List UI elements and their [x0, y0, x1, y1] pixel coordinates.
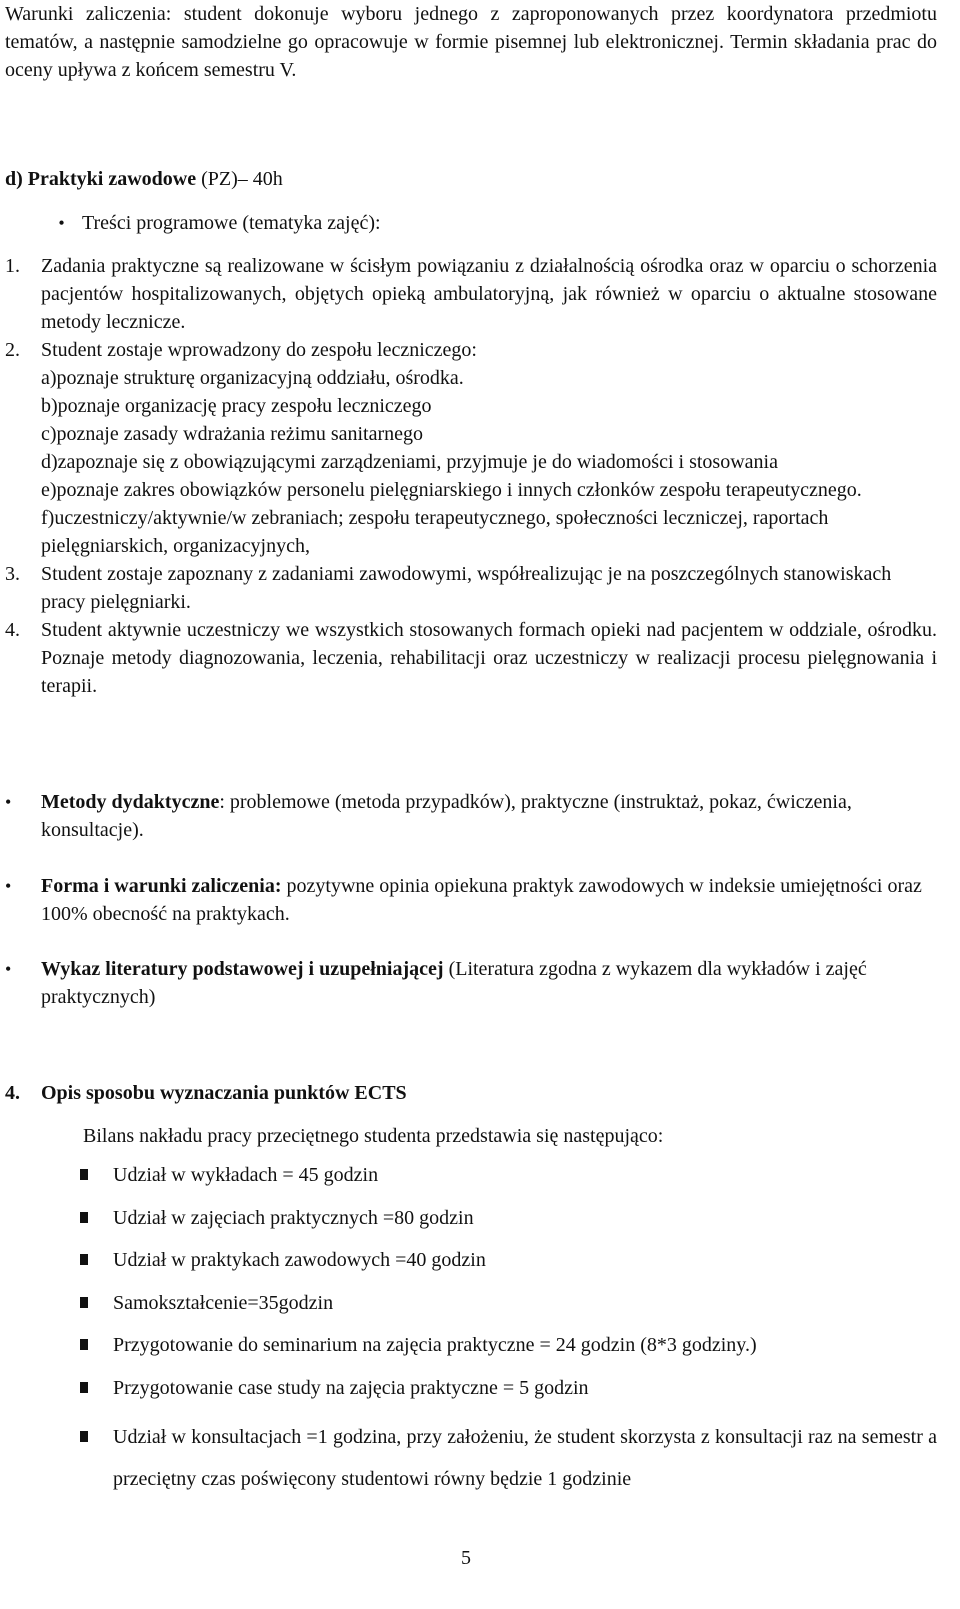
item-text: Udział w praktykach zawodowych =40 godzin	[113, 1249, 486, 1271]
sub-item-d: d)zapoznaje się z obowiązującymi zarządzeniami, przyjmuje je do wiadomości i stosowania	[41, 451, 778, 473]
tresci-bullet	[41, 209, 381, 237]
list-item	[80, 1161, 937, 1189]
list-item	[80, 1416, 937, 1500]
list-item	[5, 616, 937, 700]
ects-title: Opis sposobu wyznaczania punktów ECTS	[41, 1082, 407, 1104]
page-number: 5	[461, 1547, 471, 1569]
list-item	[5, 336, 937, 560]
square-bullet-icon	[80, 1416, 113, 1442]
list-item	[80, 1331, 937, 1359]
list-item	[80, 1289, 937, 1317]
square-bullet-icon	[80, 1161, 113, 1180]
item-text: Przygotowanie case study na zajęcia praktyczne = 5 godzin	[113, 1376, 589, 1399]
metody-dydaktyczne	[5, 788, 937, 844]
section-d-heading	[5, 165, 283, 193]
item-text: Przygotowanie do seminarium na zajęcia praktyczne = 24 godzin (8*3 godziny.)	[113, 1334, 757, 1356]
wykaz-text: (Literatura zgodna z wykazem dla wykładów i zajęć praktycznych)	[41, 958, 867, 1008]
bullet-icon: •	[5, 876, 12, 896]
sub-item-c: c)poznaje zasady wdrażania reżimu sanitarnego	[41, 423, 424, 445]
forma-label: Forma i warunki zaliczenia:	[41, 875, 282, 897]
square-bullet-icon	[80, 1246, 113, 1265]
bullet-icon: •	[5, 792, 12, 812]
sub-item-e: e)poznaje zakres obowiązków personelu pielęgniarskiego i innych członków zespołu terapeutycznego.	[41, 479, 862, 501]
tasks-list	[5, 252, 937, 700]
section-d-hours: (PZ)– 40h	[196, 168, 283, 190]
ects-breakdown-list	[80, 1161, 937, 1515]
wykaz-literatury	[5, 955, 937, 1011]
metody-text: : problemowe (metoda przypadków), praktyczne (instruktaż, pokaz, ćwiczenia, konsultacje).	[41, 791, 852, 841]
bilans-text: Bilans nakładu pracy przeciętnego studenta przedstawia się następująco:	[83, 1125, 664, 1147]
item-text: Udział w konsultacjach =1 godzina, przy założeniu, że student skorzysta z konsultacji raz na semestr a przeciętny czas poświęcony studentowi równy będzie 1 godzinie	[113, 1426, 937, 1490]
item-text: Zadania praktyczne są realizowane w ścisłym powiązaniu z działalnością ośrodka oraz w oparciu o schorzenia pacjentów hospitalizowanych, objętych opieką ambulatoryjną, jak również w oparciu o aktualne stosowane metody lecznicze.	[41, 255, 937, 333]
item-text: Udział w zajęciach praktycznych =80 godzin	[113, 1206, 474, 1229]
intro-text: Warunki zaliczenia: student dokonuje wyboru jednego z zaproponowanych przez koordynatora przedmiotu tematów, a następnie samodzielne go opracowuje w formie pisemnej lub elektronicznej. Termin składania prac do oceny upływa z końcem semestru V.	[5, 3, 937, 81]
square-bullet-icon	[80, 1289, 113, 1308]
metody-label: Metody dydaktyczne	[41, 791, 220, 813]
forma-zaliczenia	[5, 872, 937, 928]
sub-item-f: f)uczestniczy/aktywnie/w zebraniach; zespołu terapeutycznego, społeczności leczniczej, raportach pielęgniarskich, organizacyjnych,	[41, 507, 829, 557]
ects-number: 4.	[5, 1082, 20, 1104]
list-item	[80, 1246, 937, 1274]
list-item	[5, 560, 937, 616]
section-d-label: d) Praktyki zawodowe	[5, 168, 197, 190]
tresci-label: Treści programowe (tematyka zajęć):	[82, 212, 381, 234]
item-number: 1.	[5, 255, 20, 277]
sub-item-a: a)poznaje strukturę organizacyjną oddziału, ośrodka.	[41, 367, 464, 389]
item-number: 4.	[5, 619, 20, 641]
item-text: Udział w wykładach = 45 godzin	[113, 1164, 379, 1186]
item-text: Student zostaje wprowadzony do zespołu leczniczego:	[41, 339, 477, 361]
bullet-icon: •	[5, 959, 12, 979]
sub-item-b: b)poznaje organizację pracy zespołu leczniczego	[41, 395, 432, 417]
square-bullet-icon	[80, 1331, 113, 1350]
wykaz-label: Wykaz literatury podstawowej i uzupełniającej	[41, 958, 444, 980]
forma-text: pozytywne opinia opiekuna praktyk zawodowych w indeksie umiejętności oraz 100% obecność na praktykach.	[41, 875, 922, 925]
list-item	[80, 1374, 937, 1402]
item-text: Samokształcenie=35godzin	[113, 1291, 334, 1314]
item-number: 2.	[5, 339, 20, 361]
square-bullet-icon	[80, 1204, 113, 1223]
square-bullet-icon	[80, 1374, 113, 1393]
intro-paragraph	[5, 0, 937, 84]
item-number: 3.	[5, 563, 20, 585]
item-text: Student aktywnie uczestniczy we wszystkich stosowanych formach opieki nad pacjentem w oddziale, ośrodku. Poznaje metody diagnozowania, leczenia, rehabilitacji oraz uczestniczy w realizacji procesu pielęgnowania i terapii.	[41, 619, 937, 697]
bullet-icon: •	[58, 213, 65, 233]
list-item	[80, 1204, 937, 1232]
list-item	[5, 252, 937, 336]
item-text: Student zostaje zapoznany z zadaniami zawodowymi, współrealizując je na poszczególnych stanowiskach pracy pielęgniarki.	[41, 563, 892, 613]
ects-heading	[5, 1079, 407, 1107]
